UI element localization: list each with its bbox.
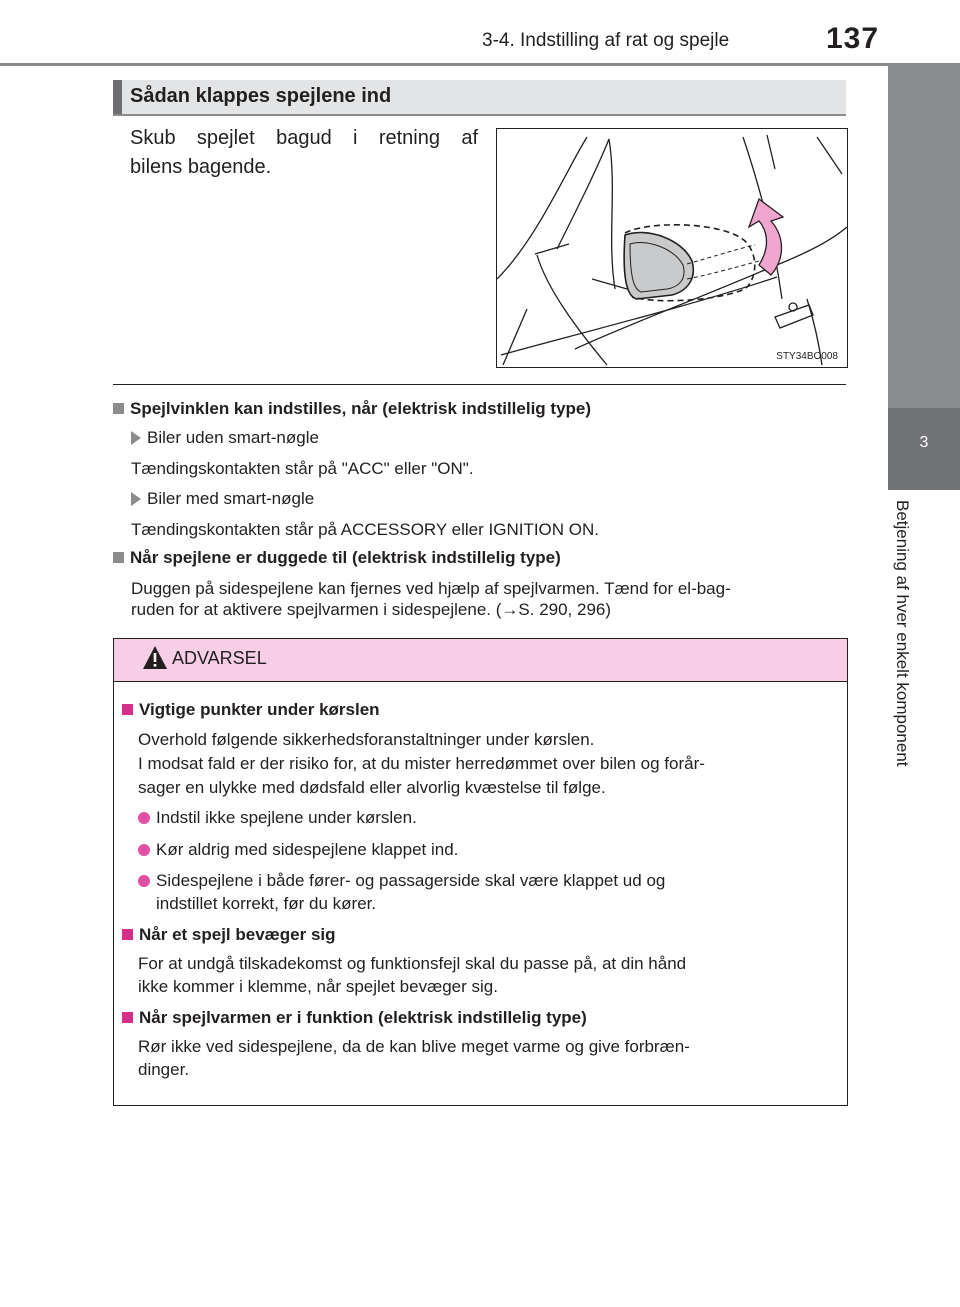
warning-line: indstillet korrekt, før du kører. xyxy=(156,894,377,913)
note-heading-fog xyxy=(113,548,561,568)
section-intro xyxy=(130,124,478,182)
section-heading-bar xyxy=(113,80,122,114)
warning-title: ADVARSEL xyxy=(172,648,267,668)
header-rule xyxy=(0,63,960,66)
warning-line: ikke kommer i klemme, når spejlet bevæger sig. xyxy=(138,977,498,996)
note-heading-text: Når spejlene er duggede til (elektrisk indstillelig type) xyxy=(130,548,561,567)
warning-line: Rør ikke ved sidespejlene, da de kan blive meget varme og give forbræn- xyxy=(138,1037,690,1056)
square-bullet-icon xyxy=(113,552,124,563)
note-text: Tændingskontakten står på "ACC" eller "ON". xyxy=(131,459,474,478)
section-heading-text: Sådan klappes spejlene ind xyxy=(130,85,392,107)
side-tab-title-wrap xyxy=(892,500,928,840)
mirror-fold-illustration xyxy=(496,128,848,368)
triangle-bullet-icon xyxy=(131,431,141,445)
section-divider xyxy=(113,384,846,385)
warning-bullet xyxy=(138,806,417,829)
warning-heading xyxy=(122,923,336,946)
square-bullet-icon xyxy=(122,1012,133,1023)
mirror-drawing xyxy=(497,129,847,367)
intro-line: bilens bagende. xyxy=(130,156,272,178)
note-line: Duggen på sidespejlene kan fjernes ved hjælp af spejlvarmen. Tænd for el-bag- xyxy=(131,579,731,598)
page-number: 137 xyxy=(826,22,880,55)
circle-bullet-icon xyxy=(138,875,150,887)
note-line: ruden for at aktivere spejlvarmen i sidespejlene. (→S. 290, 296) xyxy=(131,600,612,619)
triangle-bullet-icon xyxy=(131,492,141,506)
chapter-number: 3 xyxy=(919,434,929,451)
warning-line: Overhold følgende sikkerhedsforanstaltninger under kørslen. xyxy=(138,730,595,749)
warning-line: I modsat fald er der risiko for, at du mister herredømmet over bilen og forår- xyxy=(138,754,705,773)
circle-bullet-icon xyxy=(138,812,150,824)
square-bullet-icon xyxy=(113,403,124,414)
note-paragraph xyxy=(131,578,731,620)
note-sub-item xyxy=(131,489,314,509)
warning-bullet-text: Indstil ikke spejlene under kørslen. xyxy=(156,808,417,827)
warning-line: For at undgå tilskadekomst og funktionsfejl skal du passe på, at din hånd xyxy=(138,954,687,973)
note-heading-angle xyxy=(113,399,591,419)
square-bullet-icon xyxy=(122,929,133,940)
side-tab-chapter xyxy=(888,408,960,490)
square-bullet-icon xyxy=(122,704,133,715)
warning-header xyxy=(114,639,847,682)
warning-line: sager en ulykke med dødsfald eller alvorlig kvæstelse til følge. xyxy=(138,778,606,797)
note-text: Tændingskontakten står på ACCESSORY eller IGNITION ON. xyxy=(131,520,599,539)
warning-heading-text: Når et spejl bevæger sig xyxy=(139,925,336,944)
warning-line: dinger. xyxy=(138,1060,190,1079)
section-heading xyxy=(113,80,846,116)
warning-triangle-icon xyxy=(142,645,168,671)
circle-bullet-icon xyxy=(138,844,150,856)
warning-box xyxy=(113,638,848,1106)
note-sub-text: Biler uden smart-nøgle xyxy=(147,428,319,447)
note-sub-item xyxy=(131,428,319,448)
note-heading-text: Spejlvinklen kan indstilles, når (elektrisk indstillelig type) xyxy=(130,399,592,418)
warning-heading xyxy=(122,698,380,721)
warning-bullet xyxy=(138,838,458,861)
note-sub-text: Biler med smart-nøgle xyxy=(147,489,315,508)
warning-bullet-text: Kør aldrig med sidespejlene klappet ind. xyxy=(156,840,459,859)
intro-line: Skub spejlet bagud i retning af xyxy=(130,127,478,149)
warning-bullet-text: Sidespejlene i både fører- og passagerside skal være klappet ud og xyxy=(156,871,666,890)
header-section-title: 3-4. Indstilling af rat og spejle xyxy=(482,30,730,51)
side-tab-band xyxy=(888,66,960,408)
warning-heading xyxy=(122,1006,587,1029)
warning-bullet xyxy=(138,869,838,892)
figure-code: STY34BO008 xyxy=(776,351,838,362)
chapter-title: Betjening af hver enkelt komponent xyxy=(893,500,912,767)
warning-heading-text: Vigtige punkter under kørslen xyxy=(139,700,380,719)
warning-heading-text: Når spejlvarmen er i funktion (elektrisk indstillelig type) xyxy=(139,1008,587,1027)
